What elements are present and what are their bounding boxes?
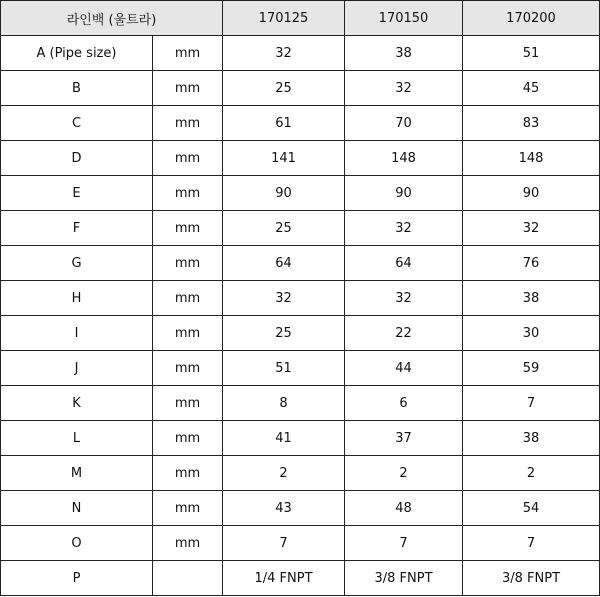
value-cell: 38 — [463, 421, 600, 456]
value-cell: 32 — [345, 281, 463, 316]
value-cell: 38 — [463, 281, 600, 316]
model-header-cell: 170150 — [345, 1, 463, 36]
value-cell: 43 — [223, 491, 345, 526]
value-cell: 90 — [463, 176, 600, 211]
dimension-label-cell: L — [1, 421, 153, 456]
table-row — [1, 211, 600, 246]
value-cell: 25 — [223, 211, 345, 246]
value-cell: 54 — [463, 491, 600, 526]
value-cell: 37 — [345, 421, 463, 456]
value-cell: 7 — [345, 526, 463, 561]
unit-cell: mm — [153, 526, 223, 561]
model-header-cell: 170200 — [463, 1, 600, 36]
dimension-label-cell: J — [1, 351, 153, 386]
value-cell: 76 — [463, 246, 600, 281]
dimension-label-cell: H — [1, 281, 153, 316]
unit-cell: mm — [153, 211, 223, 246]
dimension-label-cell: A (Pipe size) — [1, 36, 153, 71]
table-row — [1, 176, 600, 211]
table-row — [1, 456, 600, 491]
table-row — [1, 561, 600, 596]
table-row — [1, 421, 600, 456]
value-cell: 41 — [223, 421, 345, 456]
dimension-label-cell: F — [1, 211, 153, 246]
value-cell: 38 — [345, 36, 463, 71]
value-cell: 83 — [463, 106, 600, 141]
value-cell: 1/4 FNPT — [223, 561, 345, 596]
header-row — [1, 1, 600, 36]
table-row — [1, 246, 600, 281]
value-cell: 45 — [463, 71, 600, 106]
table-row — [1, 351, 600, 386]
table-row — [1, 141, 600, 176]
table-row — [1, 71, 600, 106]
product-title-cell: 라인백 (울트라) — [1, 1, 223, 36]
spec-table-body — [1, 36, 600, 596]
value-cell: 2 — [463, 456, 600, 491]
unit-cell: mm — [153, 281, 223, 316]
dimension-label-cell: K — [1, 386, 153, 421]
value-cell: 25 — [223, 316, 345, 351]
value-cell: 7 — [223, 526, 345, 561]
dimension-label-cell: E — [1, 176, 153, 211]
value-cell: 7 — [463, 386, 600, 421]
value-cell: 90 — [345, 176, 463, 211]
value-cell: 7 — [463, 526, 600, 561]
unit-cell — [153, 561, 223, 596]
unit-cell: mm — [153, 386, 223, 421]
value-cell: 2 — [345, 456, 463, 491]
table-row — [1, 526, 600, 561]
dimension-label-cell: O — [1, 526, 153, 561]
value-cell: 8 — [223, 386, 345, 421]
value-cell: 59 — [463, 351, 600, 386]
unit-cell: mm — [153, 351, 223, 386]
table-row — [1, 281, 600, 316]
dimension-label-cell: I — [1, 316, 153, 351]
value-cell: 148 — [463, 141, 600, 176]
dimension-label-cell: P — [1, 561, 153, 596]
value-cell: 22 — [345, 316, 463, 351]
unit-cell: mm — [153, 71, 223, 106]
value-cell: 6 — [345, 386, 463, 421]
table-row — [1, 316, 600, 351]
unit-cell: mm — [153, 36, 223, 71]
value-cell: 51 — [223, 351, 345, 386]
table-row — [1, 106, 600, 141]
unit-cell: mm — [153, 316, 223, 351]
unit-cell: mm — [153, 141, 223, 176]
value-cell: 25 — [223, 71, 345, 106]
value-cell: 64 — [345, 246, 463, 281]
value-cell: 32 — [223, 36, 345, 71]
dimension-label-cell: G — [1, 246, 153, 281]
value-cell: 32 — [223, 281, 345, 316]
value-cell: 48 — [345, 491, 463, 526]
dimension-label-cell: N — [1, 491, 153, 526]
unit-cell: mm — [153, 421, 223, 456]
value-cell: 70 — [345, 106, 463, 141]
dimension-label-cell: C — [1, 106, 153, 141]
value-cell: 2 — [223, 456, 345, 491]
unit-cell: mm — [153, 456, 223, 491]
value-cell: 32 — [345, 211, 463, 246]
value-cell: 3/8 FNPT — [463, 561, 600, 596]
table-row — [1, 36, 600, 71]
dimension-label-cell: M — [1, 456, 153, 491]
table-row — [1, 491, 600, 526]
value-cell: 141 — [223, 141, 345, 176]
value-cell: 90 — [223, 176, 345, 211]
value-cell: 44 — [345, 351, 463, 386]
unit-cell: mm — [153, 246, 223, 281]
value-cell: 64 — [223, 246, 345, 281]
value-cell: 148 — [345, 141, 463, 176]
unit-cell: mm — [153, 491, 223, 526]
unit-cell: mm — [153, 106, 223, 141]
dimension-label-cell: B — [1, 71, 153, 106]
spec-table-header — [1, 1, 600, 36]
table-row — [1, 386, 600, 421]
unit-cell: mm — [153, 176, 223, 211]
value-cell: 32 — [463, 211, 600, 246]
dimension-label-cell: D — [1, 141, 153, 176]
value-cell: 61 — [223, 106, 345, 141]
value-cell: 51 — [463, 36, 600, 71]
value-cell: 3/8 FNPT — [345, 561, 463, 596]
value-cell: 30 — [463, 316, 600, 351]
model-header-cell: 170125 — [223, 1, 345, 36]
value-cell: 32 — [345, 71, 463, 106]
